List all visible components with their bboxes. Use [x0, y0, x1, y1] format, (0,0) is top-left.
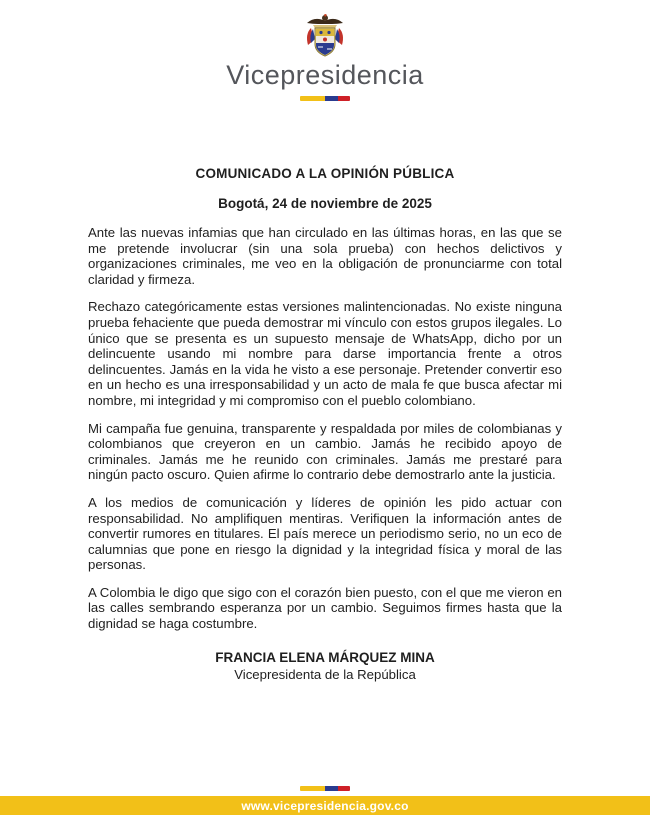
paragraph-3: Mi campaña fue genuina, transparente y respaldada por miles de colombianas y colombianos que creyeron en un cambio. Jamás he recibido apoyo de criminales. Jamás me he reunido con criminales. Jamás me prestaré para ningún pacto oscuro. Quien afirme lo contrario debe demostrarlo ante la justicia.: [88, 420, 562, 483]
paragraphs: [88, 225, 562, 632]
flag-red-segment: [338, 96, 351, 101]
signature-block: [88, 650, 562, 682]
header: [0, 0, 650, 101]
colombia-coat-of-arms-icon: [301, 12, 349, 60]
flag-yellow-segment: [300, 96, 325, 101]
footer-website-link[interactable]: www.vicepresidencia.gov.co: [241, 798, 409, 813]
paragraph-4: A los medios de comunicación y líderes de opinión les pido actuar con responsabilidad. No amplifiquen mentiras. Verifiquen la información antes de convertir rumores en titulares. El país merece un periodismo serio, no un eco de calumnias que pone en riesgo la dignidad y la integridad física y moral de las personas.: [88, 494, 562, 573]
footer-band: [0, 796, 650, 815]
flag-blue-segment: [325, 96, 338, 101]
paragraph-5: A Colombia le digo que sigo con el corazón bien puesto, con el que me vieron en las calles sembrando esperanza por un cambio. Seguimos firmes hasta que la dignidad se haga costumbre.: [88, 584, 562, 632]
document-body: [88, 166, 562, 682]
paragraph-2: Rechazo categóricamente estas versiones malintencionadas. No existe ninguna prueba fehaciente que pueda demostrar mi vínculo con estos grupos ilegales. Lo único que se presenta es un supuesto mensaje de WhatsApp, dicho por un delincuente usando mi nombre para darse importancia frente a otros delincuentes. Jamás en la vida he visto a ese personaje. Pretender convertir eso en un hecho es una irresponsabilidad y un acto de mala fe que busca afectar mi nombre, mi integridad y mi compromiso con el pueblo colombiano.: [88, 299, 562, 408]
document-title: COMUNICADO A LA OPINIÓN PÚBLICA: [195, 166, 455, 181]
dateline: Bogotá, 24 de noviembre de 2025: [218, 196, 432, 211]
paragraph-1: Ante las nuevas infamias que han circulado en las últimas horas, en las que se me pretende involucrar (sin una sola prueba) con hechos delictivos y organizaciones criminales, me veo en la obligación de pronunciarme con total claridad y firmeza.: [88, 225, 562, 287]
flag-tricolor-bar: [300, 96, 350, 101]
flag-red-segment: [338, 786, 351, 791]
flag-yellow-segment: [300, 786, 325, 791]
signature-role: Vicepresidenta de la República: [234, 666, 416, 682]
footer-flag-tricolor-bar: [300, 786, 350, 791]
footer: [0, 786, 650, 815]
logo-wordmark: Vicepresidencia: [226, 60, 424, 90]
flag-blue-segment: [325, 786, 338, 791]
signature-name: FRANCIA ELENA MÁRQUEZ MINA: [215, 649, 435, 665]
